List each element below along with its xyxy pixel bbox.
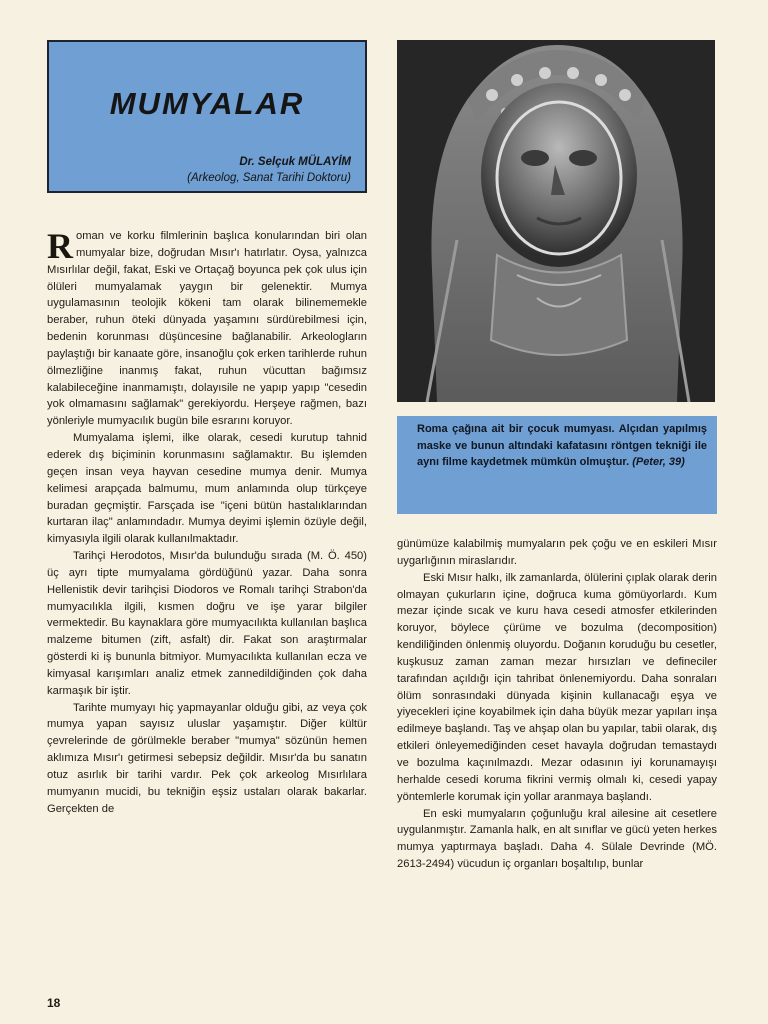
paragraph-text: oman ve korku filmlerinin başlıca konularından biri olan mumyalar bize, doğrudan Mısır'ı hatırlatır. Oysa, yalnızca Mısırlılar değil, fakat, Eski ve Ortaçağ boyunca pek çok ulus için ölüleri mumyalamak yaygın bir gelenektir. Mumya uygulamasının teolojik kökeni tam olarak bilinememekle beraber, ruhun öteki dünyada yaşamını sürdürebilmesi için, bedenin korunması düşüncesine bağlanabilir. Arkeologların paylaştığı bir kanaate göre, insanoğlu çok erken tarihlerde ruhun ölmezliğine inanmış fakat, ruhun vücuttan bağımsız kalabileceğine inanmamıştı, dolayısile ne yapıp yapıp "cesedin yok olmamasını sağlamak" gerekiyordu. Herşeye rağmen, bazı yönleriyle mumyacılık bugün bile esrarını koruyor. [47, 230, 367, 428]
paragraph [47, 228, 367, 430]
mummy-xray-image [397, 40, 715, 402]
mummy-xray-graphic [397, 40, 715, 402]
paragraph: Tarihte mumyayı hiç yapmayanlar olduğu gibi, az veya çok mumya yapan sayısız uluslar yaşamıştır. Diğer kültür çevrelerinde de görülmekle beraber "mumya" sözünün hemen aklımıza Mısır'ı getirmesi sebepsiz değildir. Mısır'da bu sanatın otuz asırlık bir tarihi vardır. Pek çok arkeolog Mısırlılara mumyanın mucidi, bu tekniğin eşsiz ustaları olarak bakarlar. Gerçekten de [47, 701, 367, 815]
paragraph: Mumyalama işlemi, ilke olarak, cesedi kurutup tahnid ederek dış biçiminin korunmasını sağlamaktır. Bu işlemden geçen insan veya hayvan cesedine mumya denir. Mumya kelimesi arapçada balmumu, mum anlamında olup türkçeye buradan geçmiştir. Farsçada ise "içeni bütün hastalıklarından kurtaran ilaç" anlamındadır. Mumya deyimi işlemin özüyle değil, kimyasıyla ilgili olarak kullanılmaktadır. [47, 432, 367, 546]
caption-text: Roma çağına ait bir çocuk mumyası. Alçıdan yapılmış maske ve bunun altındaki kafatasını röntgen tekniği ile aynı filme kaydetmek mümkün olmuştur. [417, 423, 707, 468]
article-title: MUMYALAR [109, 86, 305, 121]
page-number: 18 [47, 996, 61, 1010]
right-column [397, 536, 717, 873]
author-title: (Arkeolog, Sanat Tarihi Doktoru) [187, 172, 351, 184]
left-column [47, 228, 367, 818]
image-caption [397, 416, 717, 514]
drop-cap: R [47, 226, 73, 266]
paragraph: En eski mumyaların çoğunluğu kral ailesine ait cesetlere uygulanmıştır. Zamanla halk, en alt sınıflar ve gücü yeten herkes mumya yaptırmaya başladı. Daha 4. Sülale Devrinde (MÖ. 2613-2494) vücudun iç organları boşaltılıp, bunlar [397, 807, 717, 871]
title-box [47, 40, 367, 193]
paragraph: Eski Mısır halkı, ilk zamanlarda, ölülerini çıplak olarak derin olmayan çukurların içine, doğruca kuma gömüyorlardı. Kum mezar içinde sıcak ve kuru hava cesedi atmosfer etkilerinden koruyor, böylece çürüme ve bozulma (decomposition) kendiliğinden önlenmiş oluyordu. Doğanın koruduğu bu cesetler, kuşkusuz zaman zaman mezar hırsızları ve defineciler tarafından açıldığı için tahribat önlenemiyordu. Daha sonraları ölüm sonrasındaki dünyada kişinin kullanacağı eşya ve yiyecekleri içine koyabilmek için daha büyük mezar yapıları inşa edilmeye başlandı. Taş ve ahşap olan bu yapılar, tabii olarak, dış etkileri önleyemediğinden ceset havayla doğrudan temastaydı ve bozulma kaçınılmazdı. Mezar odasının iyi korunamayışı herhalde cesedi koruma fikrini vermiş olmalı ki, cesedi yapay yöntemlerle korumak için yollar aranmaya başlandı. [397, 571, 717, 803]
paragraph: günümüze kalabilmiş mumyaların pek çoğu ve en eskileri Mısır uygarlığının miraslarıdır. [397, 538, 717, 567]
caption-citation: (Peter, 39) [632, 456, 685, 468]
caption-paragraph [417, 421, 707, 471]
author-name: Dr. Selçuk MÜLAYİM [239, 156, 351, 168]
author-block [187, 154, 351, 186]
paragraph: Tarihçi Herodotos, Mısır'da bulunduğu sırada (M. Ö. 450) üç ayrı tipte mumyalama gördüğünü yazar. Daha sonra Hellenistik devir tarihçisi Diodoros ve Romalı tarihçi Strabon'da mumyacılıkla ilgili, kısmen doğru ve işe yarar bilgiler vermektedir. Bu kaynaklara göre mumyacılıkta kullanılan başlıca malzeme bitumen (zift, asfalt) dir. Fakat son araştırmalar gösterdi ki iş bununla bitmiyor. Mumyacılıkta kullanılan ecza ve kimyasal karışımları analiz etmek zannedildiğinden çok daha karmaşık bir iştir. [47, 550, 367, 697]
